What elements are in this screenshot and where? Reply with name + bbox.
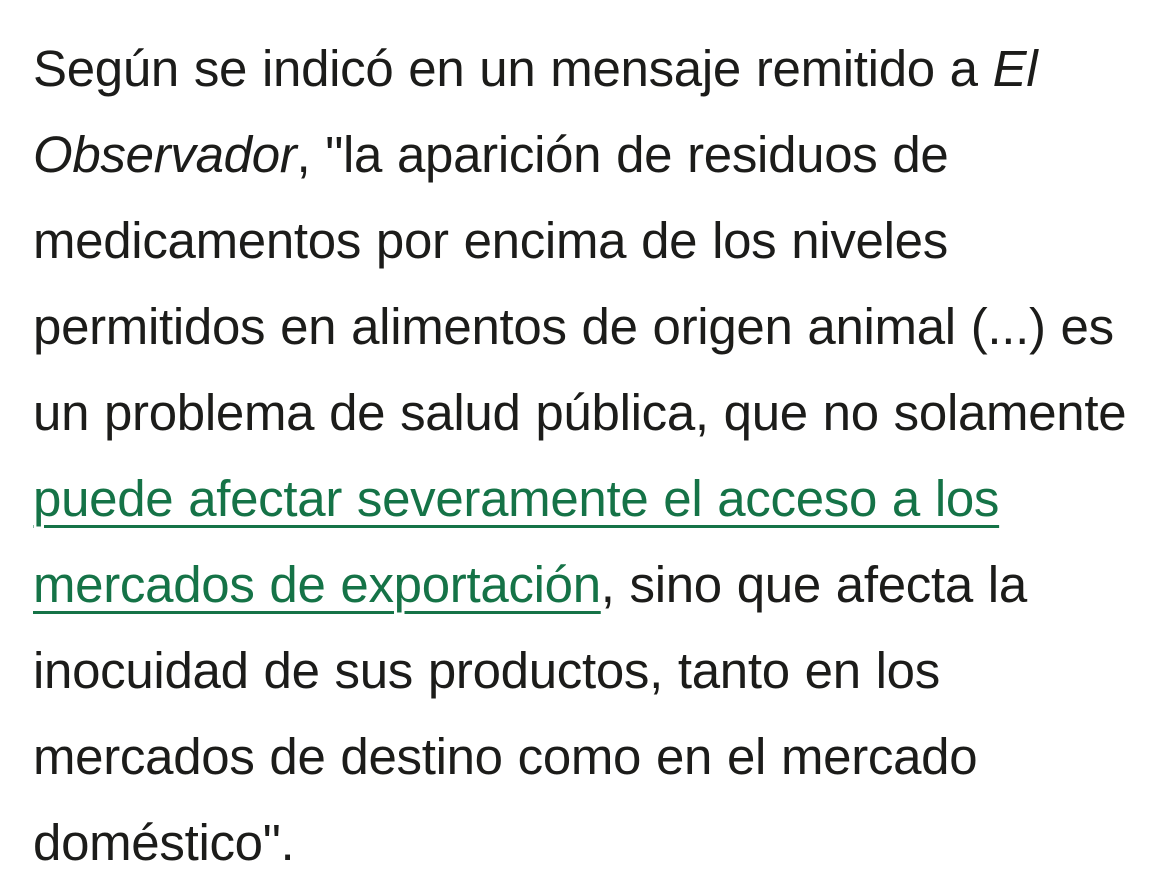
export-markets-link[interactable]: puede afectar severamente el acceso a los mercados de exportación: [33, 470, 1000, 613]
quote-text-before-link: , "la aparición de residuos de medicamentos por encima de los niveles permitidos en alimentos de origen animal (...) es un problema de salud pública, que no solamente: [33, 126, 1127, 441]
publication-name: El Observador: [33, 40, 1038, 183]
article-paragraph: [33, 26, 1132, 886]
lead-text: Según se indicó en un mensaje remitido a: [33, 40, 993, 97]
quote-text-after-link: , sino que afecta la inocuidad de sus productos, tanto en los mercados de destino como en el mercado doméstico".: [33, 556, 1027, 871]
